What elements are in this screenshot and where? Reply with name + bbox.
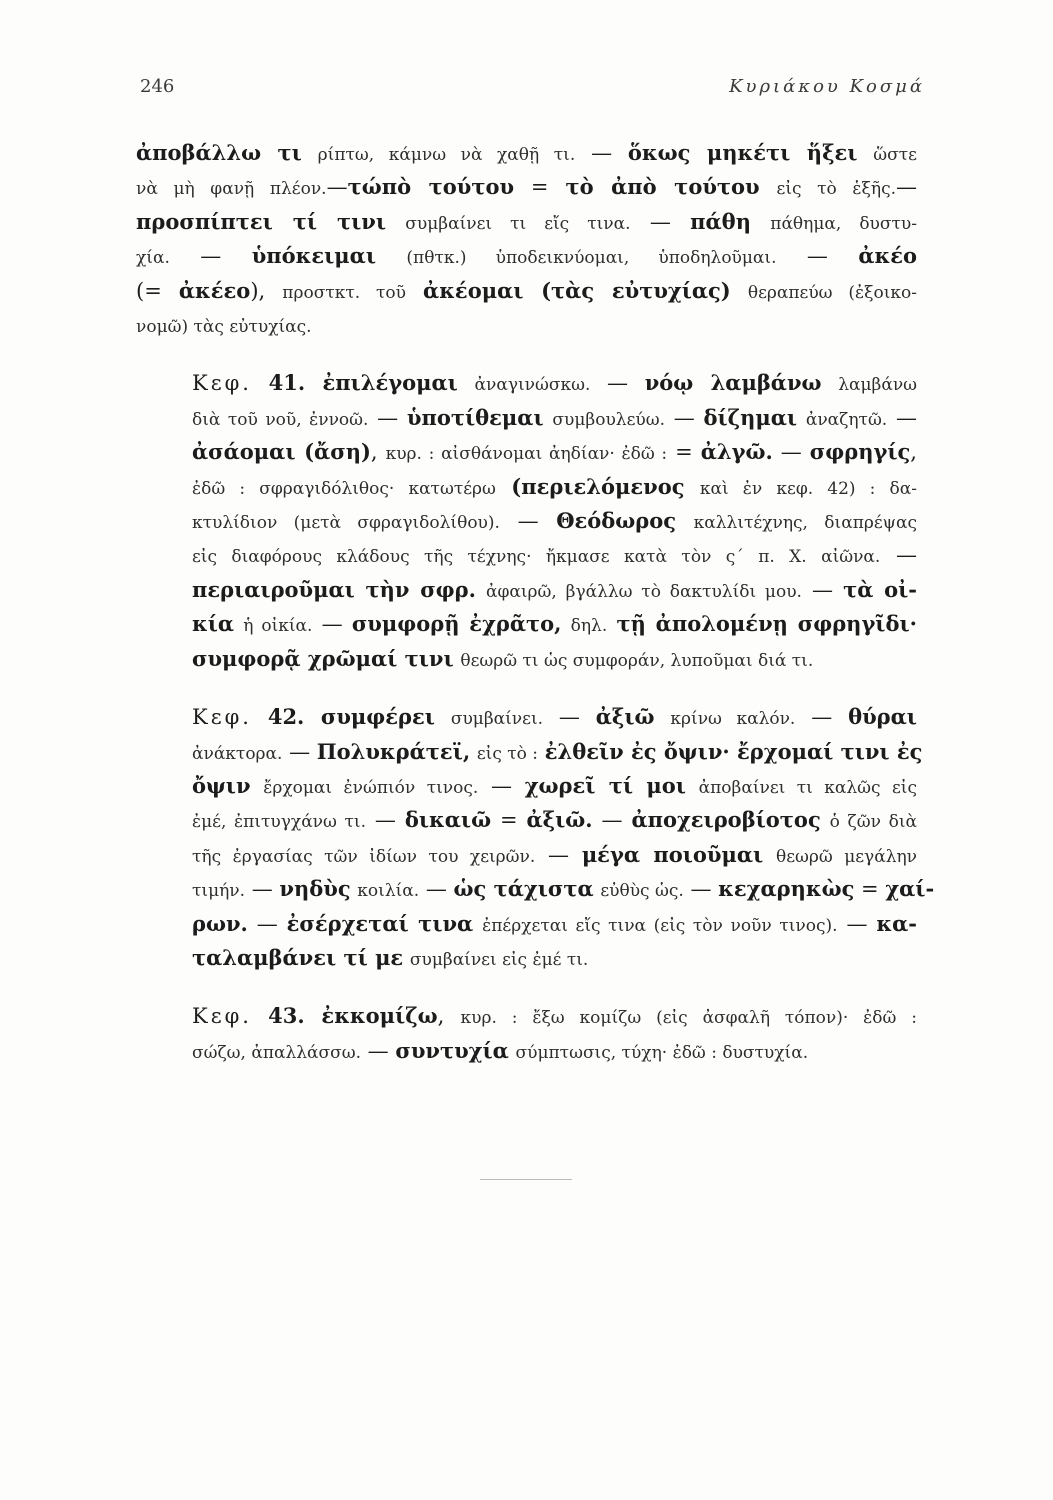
text-line: ἀνάκτορα. — Πολυκράτεϊ, εἰς τὸ : ἐλθεῖν ἐς ὄψιν· ἔρχομαί τινι ἐς: [192, 738, 923, 764]
text-line: (= ἀκέεο), προστκτ. τοῦ ἀκέομαι (τὰς εὐτυχίας) θεραπεύω (ἐξοικο-: [136, 277, 917, 303]
text-line: Κεφ. 41. ἐπιλέγομαι ἀναγινώσκω. — νόῳ λαμβάνω λαμβάνω: [192, 370, 918, 396]
paragraph: [136, 701, 935, 976]
text-line: προσπίπτει τί τινι συμβαίνει τι εἴς τινα. — πάθη πάθημα, δυστυ-: [136, 208, 917, 234]
text-line: εἰς διαφόρους κλάδους τῆς τέχνης· ἤκμασε κατὰ τὸν ς´ π. Χ. αἰῶνα. —: [192, 543, 917, 568]
paragraph: [136, 1000, 917, 1069]
text-line: διὰ τοῦ νοῦ, ἐννοῶ. — ὑποτίθεμαι συμβουλεύω. — δίζημαι ἀναζητῶ. —: [192, 404, 917, 430]
text-line: ὄψιν ἔρχομαι ἐνώπιόν τινος. — χωρεῖ τί μοι ἀποβαίνει τι καλῶς εἰς: [192, 772, 917, 798]
text-line: ταλαμβάνει τί με συμβαίνει εἰς ἐμέ τι.: [192, 944, 589, 970]
running-title: Κυριάκου Κοσμά: [729, 76, 925, 97]
text-line: νὰ μὴ φανῇ πλέον.—τώπὸ τούτου = τὸ ἀπὸ τούτου εἰς τὸ ἑξῆς.—: [136, 174, 918, 200]
text-line: χία. — ὑπόκειμαι (πθτκ.) ὑποδεικνύομαι, ὑποδηλοῦμαι. — ἀκέο: [136, 243, 917, 269]
text-line: συμφορᾷ χρῶμαί τινι θεωρῶ τι ὡς συμφοράν, λυποῦμαι διά τι.: [192, 645, 814, 671]
paragraph: [136, 137, 917, 343]
text-line: ἀσάομαι (ἄση), κυρ. : αἰσθάνομαι ἀηδίαν· ἐδῶ : = ἀλγῶ. — σφρηγίς,: [192, 439, 917, 465]
text-line: Κεφ. 42. συμφέρει συμβαίνει. — ἀξιῶ κρίνω καλόν. — θύραι: [192, 704, 917, 730]
text-line: κτυλίδιον (μετὰ σφραγιδολίθου). — Θεόδωρος καλλιτέχνης, διαπρέψας: [192, 508, 917, 534]
text-line: ρων. — ἐσέρχεταί τινα ἐπέρχεται εἴς τινα (εἰς τὸν νοῦν τινος). — κα-: [192, 910, 917, 936]
text-line: τῆς ἐργασίας τῶν ἰδίων του χειρῶν. — μέγα ποιοῦμαι θεωρῶ μεγάλην: [192, 841, 917, 867]
end-rule: [480, 1179, 572, 1180]
text-line: κία ἡ οἰκία. — συμφορῇ ἐχρᾶτο, δηλ. τῇ ἀπολομένῃ σφρηγῖδι·: [192, 611, 917, 637]
page-header: [140, 76, 925, 106]
paragraph: [136, 367, 917, 677]
text-line: Κεφ. 43. ἐκκομίζω, κυρ. : ἔξω κομίζω (εἰς ἀσφαλῆ τόπον)· ἐδῶ :: [192, 1003, 917, 1029]
text-line: ἐδῶ : σφραγιδόλιθος· κατωτέρω (περιελόμενος καὶ ἐν κεφ. 42) : δα-: [192, 473, 917, 499]
text-line: ἀποβάλλω τι ρίπτω, κάμνω νὰ χαθῇ τι. — ὅκως μηκέτι ἥξει ὥστε: [136, 140, 917, 165]
body-text: [136, 137, 935, 1069]
text-line: σώζω, ἀπαλλάσσω. — συντυχία σύμπτωσις, τύχη· ἐδῶ : δυστυχία.: [192, 1037, 809, 1063]
text-line: περιαιροῦμαι τὴν σφρ. ἀφαιρῶ, βγάλλω τὸ δακτυλίδι μου. — τὰ οἰ-: [192, 576, 917, 602]
page-number: 246: [140, 76, 175, 97]
text-line: τιμήν. — νηδὺς κοιλία. — ὡς τάχιστα εὐθὺς ὡς. — κεχαρηκὼς = χαί-: [192, 876, 935, 902]
text-line: ἐμέ, ἐπιτυγχάνω τι. — δικαιῶ = ἀξιῶ. — ἀποχειροβίοτος ὁ ζῶν διὰ: [192, 807, 917, 833]
text-line: νομῶ) τὰς εὐτυχίας.: [136, 317, 312, 338]
